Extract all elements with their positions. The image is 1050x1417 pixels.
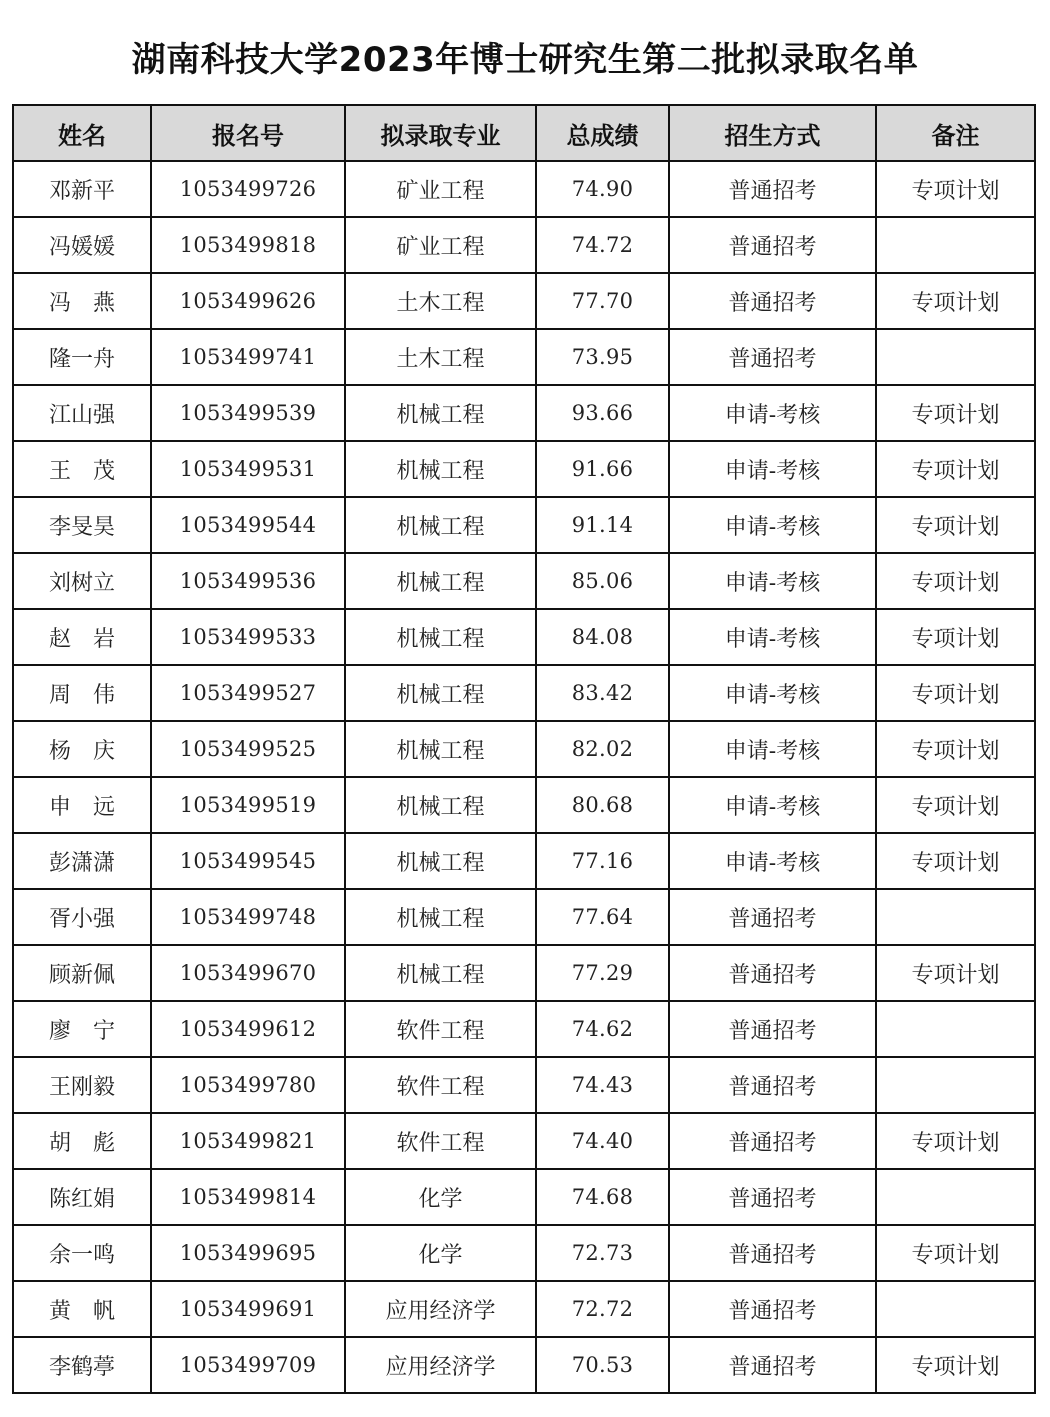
cell-major: 机械工程 <box>345 945 536 1001</box>
cell-score: 77.64 <box>536 889 669 945</box>
cell-id: 1053499612 <box>151 1001 345 1057</box>
header-name: 姓名 <box>13 105 151 161</box>
cell-score: 82.02 <box>536 721 669 777</box>
cell-note: 专项计划 <box>876 945 1035 1001</box>
cell-name: 李鹤葶 <box>13 1337 151 1393</box>
cell-method: 普通招考 <box>669 1113 876 1169</box>
header-method: 招生方式 <box>669 105 876 161</box>
cell-major: 机械工程 <box>345 441 536 497</box>
cell-name: 余一鸣 <box>13 1225 151 1281</box>
cell-method: 申请-考核 <box>669 833 876 889</box>
cell-name: 杨 庆 <box>13 721 151 777</box>
table-row <box>13 777 1035 833</box>
cell-note: 专项计划 <box>876 833 1035 889</box>
cell-score: 93.66 <box>536 385 669 441</box>
cell-note <box>876 1001 1035 1057</box>
cell-score: 91.66 <box>536 441 669 497</box>
cell-method: 普通招考 <box>669 329 876 385</box>
cell-note: 专项计划 <box>876 161 1035 217</box>
cell-id: 1053499726 <box>151 161 345 217</box>
cell-major: 机械工程 <box>345 833 536 889</box>
cell-score: 72.72 <box>536 1281 669 1337</box>
cell-name: 周 伟 <box>13 665 151 721</box>
cell-note: 专项计划 <box>876 385 1035 441</box>
cell-note: 专项计划 <box>876 1113 1035 1169</box>
table-row <box>13 1113 1035 1169</box>
cell-name: 黄 帆 <box>13 1281 151 1337</box>
cell-score: 74.40 <box>536 1113 669 1169</box>
cell-name: 冯媛媛 <box>13 217 151 273</box>
cell-name: 申 远 <box>13 777 151 833</box>
cell-major: 土木工程 <box>345 273 536 329</box>
cell-note <box>876 1057 1035 1113</box>
cell-id: 1053499818 <box>151 217 345 273</box>
table-row <box>13 217 1035 273</box>
cell-id: 1053499544 <box>151 497 345 553</box>
cell-note: 专项计划 <box>876 497 1035 553</box>
cell-note <box>876 329 1035 385</box>
table-row <box>13 1001 1035 1057</box>
cell-name: 胥小强 <box>13 889 151 945</box>
cell-note: 专项计划 <box>876 553 1035 609</box>
cell-note: 专项计划 <box>876 273 1035 329</box>
cell-score: 77.70 <box>536 273 669 329</box>
cell-id: 1053499536 <box>151 553 345 609</box>
cell-score: 77.29 <box>536 945 669 1001</box>
page-title: 湖南科技大学2023年博士研究生第二批拟录取名单 <box>131 40 919 80</box>
cell-id: 1053499814 <box>151 1169 345 1225</box>
table-row <box>13 329 1035 385</box>
cell-id: 1053499748 <box>151 889 345 945</box>
cell-method: 普通招考 <box>669 945 876 1001</box>
cell-note: 专项计划 <box>876 1225 1035 1281</box>
cell-name: 王 茂 <box>13 441 151 497</box>
table-row <box>13 609 1035 665</box>
cell-id: 1053499626 <box>151 273 345 329</box>
cell-name: 顾新佩 <box>13 945 151 1001</box>
cell-id: 1053499533 <box>151 609 345 665</box>
cell-score: 73.95 <box>536 329 669 385</box>
cell-note: 专项计划 <box>876 609 1035 665</box>
cell-id: 1053499709 <box>151 1337 345 1393</box>
cell-id: 1053499741 <box>151 329 345 385</box>
cell-name: 王刚毅 <box>13 1057 151 1113</box>
cell-major: 应用经济学 <box>345 1337 536 1393</box>
cell-major: 机械工程 <box>345 889 536 945</box>
cell-method: 申请-考核 <box>669 609 876 665</box>
cell-name: 胡 彪 <box>13 1113 151 1169</box>
cell-score: 72.73 <box>536 1225 669 1281</box>
cell-method: 普通招考 <box>669 1169 876 1225</box>
cell-method: 普通招考 <box>669 1001 876 1057</box>
cell-method: 普通招考 <box>669 1057 876 1113</box>
table-row <box>13 1225 1035 1281</box>
cell-major: 软件工程 <box>345 1113 536 1169</box>
table-row <box>13 1057 1035 1113</box>
table-row <box>13 385 1035 441</box>
cell-id: 1053499531 <box>151 441 345 497</box>
cell-method: 普通招考 <box>669 1337 876 1393</box>
cell-score: 74.43 <box>536 1057 669 1113</box>
cell-score: 85.06 <box>536 553 669 609</box>
cell-method: 普通招考 <box>669 889 876 945</box>
table-row <box>13 721 1035 777</box>
cell-name: 陈红娟 <box>13 1169 151 1225</box>
cell-note <box>876 1169 1035 1225</box>
table-row <box>13 665 1035 721</box>
cell-id: 1053499527 <box>151 665 345 721</box>
cell-name: 李旻昊 <box>13 497 151 553</box>
cell-name: 邓新平 <box>13 161 151 217</box>
cell-method: 申请-考核 <box>669 721 876 777</box>
cell-method: 申请-考核 <box>669 553 876 609</box>
header-score: 总成绩 <box>536 105 669 161</box>
table-row <box>13 553 1035 609</box>
cell-major: 机械工程 <box>345 609 536 665</box>
cell-score: 80.68 <box>536 777 669 833</box>
cell-id: 1053499780 <box>151 1057 345 1113</box>
cell-major: 机械工程 <box>345 497 536 553</box>
cell-score: 74.72 <box>536 217 669 273</box>
cell-score: 74.90 <box>536 161 669 217</box>
cell-method: 普通招考 <box>669 1225 876 1281</box>
cell-id: 1053499670 <box>151 945 345 1001</box>
table-row <box>13 889 1035 945</box>
table-row <box>13 1281 1035 1337</box>
cell-score: 77.16 <box>536 833 669 889</box>
cell-name: 赵 岩 <box>13 609 151 665</box>
cell-name: 廖 宁 <box>13 1001 151 1057</box>
cell-method: 普通招考 <box>669 161 876 217</box>
cell-major: 矿业工程 <box>345 217 536 273</box>
cell-score: 74.62 <box>536 1001 669 1057</box>
admission-table <box>12 104 1036 1394</box>
cell-major: 机械工程 <box>345 553 536 609</box>
table-row <box>13 441 1035 497</box>
header-id: 报名号 <box>151 105 345 161</box>
cell-note <box>876 217 1035 273</box>
cell-id: 1053499545 <box>151 833 345 889</box>
cell-name: 刘树立 <box>13 553 151 609</box>
cell-id: 1053499821 <box>151 1113 345 1169</box>
cell-name: 冯 燕 <box>13 273 151 329</box>
cell-id: 1053499691 <box>151 1281 345 1337</box>
cell-name: 彭潇潇 <box>13 833 151 889</box>
cell-note <box>876 889 1035 945</box>
cell-method: 申请-考核 <box>669 441 876 497</box>
header-note: 备注 <box>876 105 1035 161</box>
cell-major: 机械工程 <box>345 777 536 833</box>
cell-name: 江山强 <box>13 385 151 441</box>
cell-score: 70.53 <box>536 1337 669 1393</box>
cell-major: 化学 <box>345 1169 536 1225</box>
cell-note: 专项计划 <box>876 441 1035 497</box>
table-row <box>13 833 1035 889</box>
cell-major: 机械工程 <box>345 721 536 777</box>
header-major: 拟录取专业 <box>345 105 536 161</box>
cell-note <box>876 1281 1035 1337</box>
cell-id: 1053499519 <box>151 777 345 833</box>
table-row <box>13 273 1035 329</box>
table-row <box>13 161 1035 217</box>
cell-score: 83.42 <box>536 665 669 721</box>
table-body <box>13 161 1035 1393</box>
cell-note: 专项计划 <box>876 665 1035 721</box>
cell-score: 91.14 <box>536 497 669 553</box>
cell-major: 机械工程 <box>345 385 536 441</box>
cell-score: 74.68 <box>536 1169 669 1225</box>
cell-method: 普通招考 <box>669 273 876 329</box>
cell-note: 专项计划 <box>876 1337 1035 1393</box>
cell-method: 普通招考 <box>669 1281 876 1337</box>
cell-score: 84.08 <box>536 609 669 665</box>
cell-major: 软件工程 <box>345 1057 536 1113</box>
cell-major: 软件工程 <box>345 1001 536 1057</box>
cell-major: 矿业工程 <box>345 161 536 217</box>
table-row <box>13 945 1035 1001</box>
cell-note: 专项计划 <box>876 777 1035 833</box>
cell-method: 申请-考核 <box>669 385 876 441</box>
cell-method: 申请-考核 <box>669 497 876 553</box>
cell-major: 机械工程 <box>345 665 536 721</box>
cell-id: 1053499695 <box>151 1225 345 1281</box>
cell-major: 土木工程 <box>345 329 536 385</box>
cell-method: 申请-考核 <box>669 665 876 721</box>
table-row <box>13 1169 1035 1225</box>
table-row <box>13 497 1035 553</box>
cell-id: 1053499539 <box>151 385 345 441</box>
cell-id: 1053499525 <box>151 721 345 777</box>
cell-major: 应用经济学 <box>345 1281 536 1337</box>
cell-major: 化学 <box>345 1225 536 1281</box>
table-row <box>13 1337 1035 1393</box>
cell-method: 普通招考 <box>669 217 876 273</box>
table-header-row <box>13 105 1035 161</box>
cell-method: 申请-考核 <box>669 777 876 833</box>
cell-name: 隆一舟 <box>13 329 151 385</box>
cell-note: 专项计划 <box>876 721 1035 777</box>
